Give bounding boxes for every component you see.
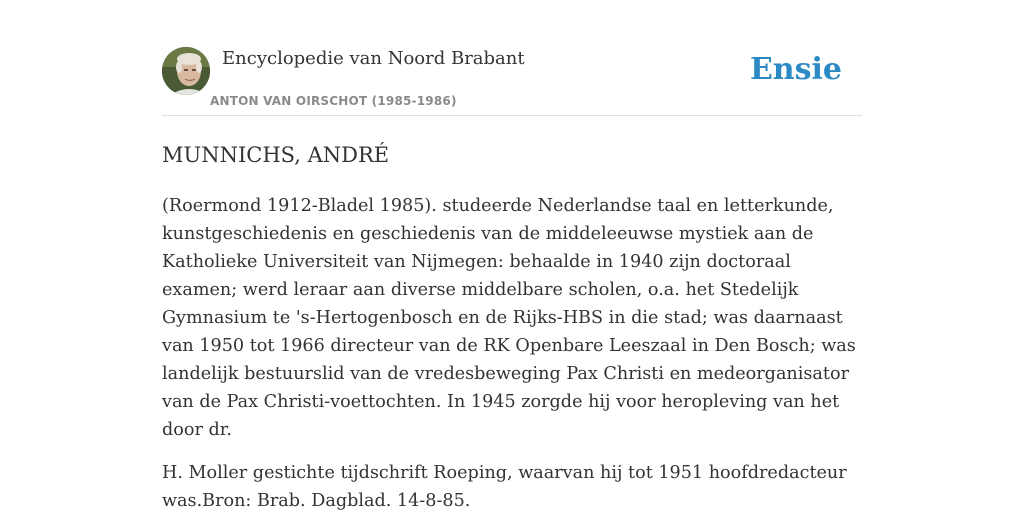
article-paragraph: H. Moller gestichte tijdschrift Roeping, waarvan hij tot 1951 hoofdredacteur was.Bron: Brab. Dagblad. 14-8-85. [162,463,847,511]
article-title: MUNNICHS, ANDRÉ [162,143,390,167]
author-avatar[interactable] [162,47,210,95]
site-title[interactable]: Encyclopedie van Noord Brabant [222,48,525,69]
author-portrait-icon [162,47,210,95]
article-body [162,192,862,512]
author-name[interactable]: ANTON VAN OIRSCHOT (1985-1986) [210,94,457,108]
page-header [162,46,862,116]
article-paragraph: (Roermond 1912-Bladel 1985). studeerde Nederlandse taal en letterkunde, kunstgeschiedenis en geschiedenis van de middeleeuwse mystiek aan de Katholieke Universiteit van Nijmegen: behaalde in 1940 zijn doctoraal examen; werd leraar aan diverse middelbare scholen, o.a. het Stedelijk Gymnasium te 's-Hertogenbosch en de Rijks-HBS in die stad; was daarnaast van 1950 tot 1966 directeur van de RK Openbare Leeszaal in Den Bosch; was landelijk bestuurslid van de vredesbeweging Pax Christi en medeorganisator van de Pax Christi-voettochten. In 1945 zorgde hij voor heropleving van het door dr. [162,196,856,440]
ensie-logo[interactable]: Ensie [749,52,842,87]
